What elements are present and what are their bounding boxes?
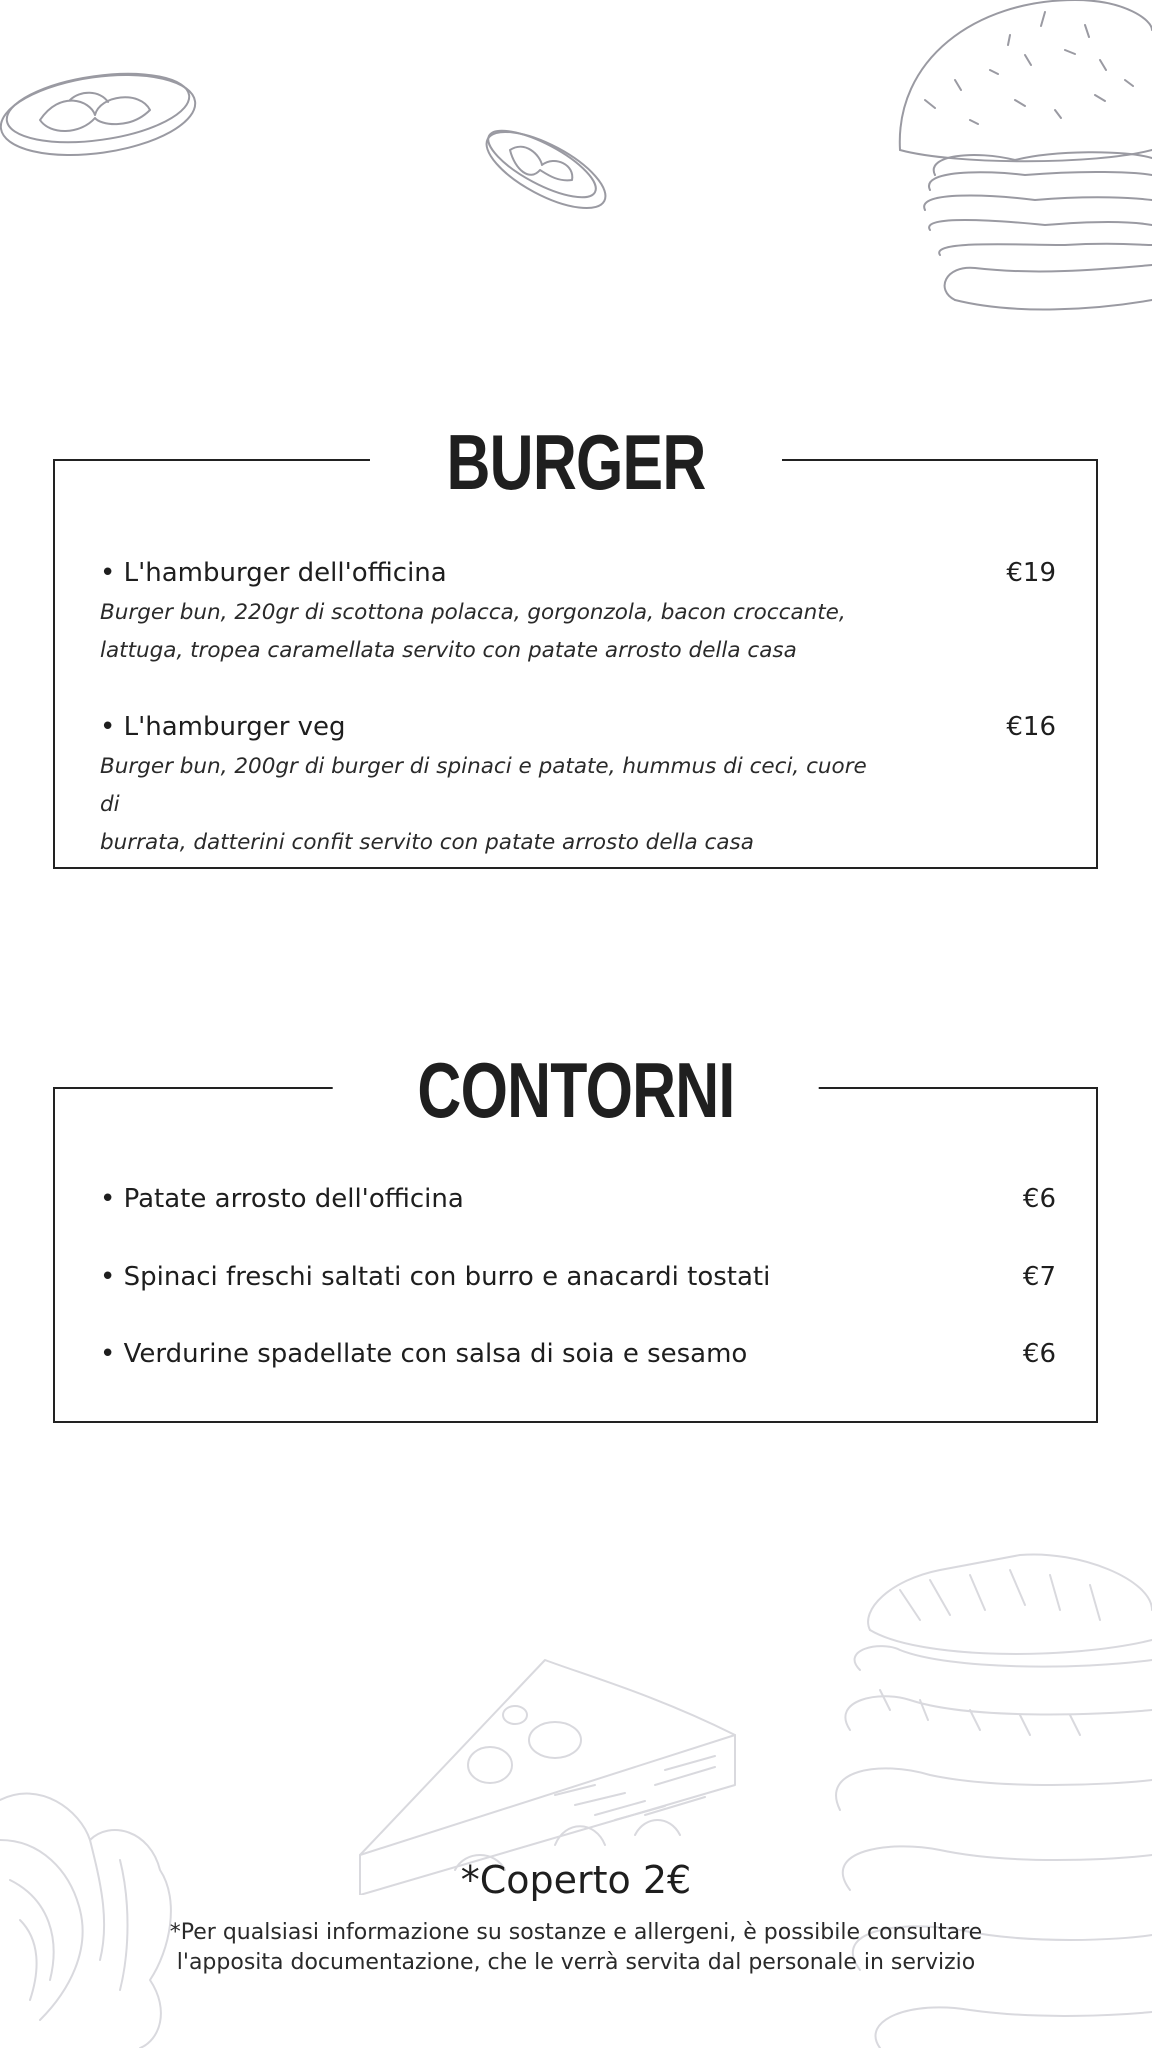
- item-price: €6: [1022, 1339, 1056, 1369]
- menu-item: [100, 1262, 1056, 1292]
- item-name: • Verdurine spadellate con salsa di soia e sesamo: [100, 1339, 747, 1369]
- tomato-slice-icon: [480, 120, 615, 220]
- menu-item: [100, 558, 1056, 670]
- burger-section: [53, 418, 1098, 869]
- item-description: Burger bun, 200gr di burger di spinaci e patate, hummus di ceci, cuore di burrata, datterini confit servito con patate arrosto della casa: [100, 754, 867, 855]
- burger-illustration-icon: [895, 0, 1152, 330]
- item-name: • Patate arrosto dell'officina: [100, 1184, 464, 1214]
- item-price: €7: [1022, 1262, 1056, 1292]
- section-title-burger: BURGER: [369, 423, 781, 501]
- item-name: • L'hamburger dell'officina: [100, 558, 447, 588]
- menu-item: [100, 1184, 1056, 1214]
- cover-charge: *Coperto 2€: [460, 1858, 692, 1902]
- lettuce-illustration-icon: [0, 1780, 190, 2048]
- allergen-note: *Per qualsiasi informazione su sostanze e allergeni, è possibile consultare l'apposita documentazione, che le verrà servita dal personale in servizio: [169, 1920, 983, 1975]
- menu-item: [100, 712, 1056, 862]
- item-price: €19: [1006, 558, 1056, 588]
- contorni-section: [53, 1046, 1098, 1423]
- item-price: €6: [1022, 1184, 1056, 1214]
- item-name: • Spinaci freschi saltati con burro e anacardi tostati: [100, 1262, 770, 1292]
- section-title-contorni: CONTORNI: [332, 1051, 819, 1129]
- item-name: • L'hamburger veg: [100, 712, 346, 742]
- item-price: €16: [1006, 712, 1056, 742]
- menu-item: [100, 1339, 1056, 1369]
- tomato-slice-icon: [0, 60, 210, 170]
- item-description: Burger bun, 220gr di scottona polacca, gorgonzola, bacon croccante, lattuga, tropea caramellata servito con patate arrosto della casa: [100, 600, 846, 663]
